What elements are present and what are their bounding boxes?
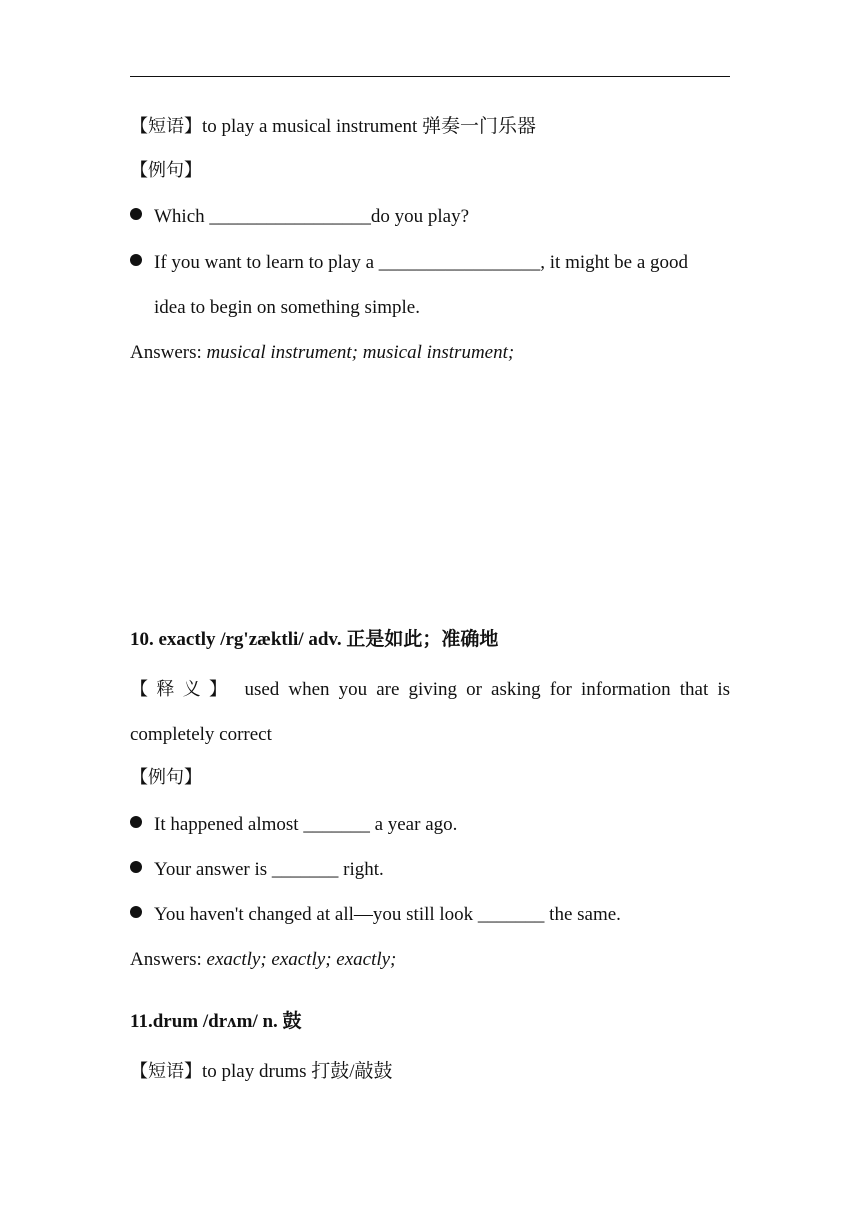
header-rule [130, 76, 730, 77]
phrase-line [130, 1062, 393, 1081]
example-sentence: You haven't changed at all—you still look _______ the same. [154, 904, 621, 925]
bullet-icon [130, 208, 142, 220]
example-continuation: idea to begin on something simple. [154, 297, 420, 318]
answers-label: Answers: [130, 949, 207, 970]
example-sentence: If you want to learn to play a _________________, it might be a good [154, 252, 689, 273]
answers-label: Answers: [130, 342, 207, 363]
bullet-icon [130, 816, 142, 828]
phrase-line [130, 117, 536, 136]
phrase-text: to play drums 打鼓/敲鼓 [202, 1061, 393, 1082]
phrase-tag: 【短语】 [130, 116, 202, 137]
answers-line [130, 343, 514, 362]
example-tag: 【例句】 [130, 160, 202, 181]
definition-line [130, 680, 730, 699]
list-item [130, 905, 621, 924]
phrase-text: to play a musical instrument 弹奏一门乐器 [202, 116, 537, 137]
list-item [130, 207, 469, 226]
definition-continuation: completely correct [130, 724, 272, 745]
entry-heading: 11.drum /drʌm/ n. 鼓 [130, 1011, 302, 1032]
list-item [130, 253, 688, 272]
phrase-tag: 【短语】 [130, 1061, 202, 1082]
answers-text: exactly; exactly; exactly; [206, 949, 397, 970]
example-tag: 【例句】 [130, 767, 202, 788]
definition-tag: 【释义】 [130, 679, 236, 700]
example-sentence: Which _________________do you play? [154, 206, 470, 227]
bullet-icon [130, 254, 142, 266]
answers-text: musical instrument; musical instrument; [206, 342, 515, 363]
bullet-icon [130, 906, 142, 918]
list-item [130, 860, 384, 879]
definition-text: used when you are giving or asking for information that is [244, 679, 731, 700]
example-sentence: It happened almost _______ a year ago. [154, 814, 458, 835]
example-sentence: Your answer is _______ right. [154, 859, 384, 880]
list-item [130, 815, 457, 834]
bullet-icon [130, 861, 142, 873]
entry-heading: 10. exactly /rg'zæktli/ adv. 正是如此；准确地 [130, 629, 499, 650]
answers-line [130, 950, 396, 969]
